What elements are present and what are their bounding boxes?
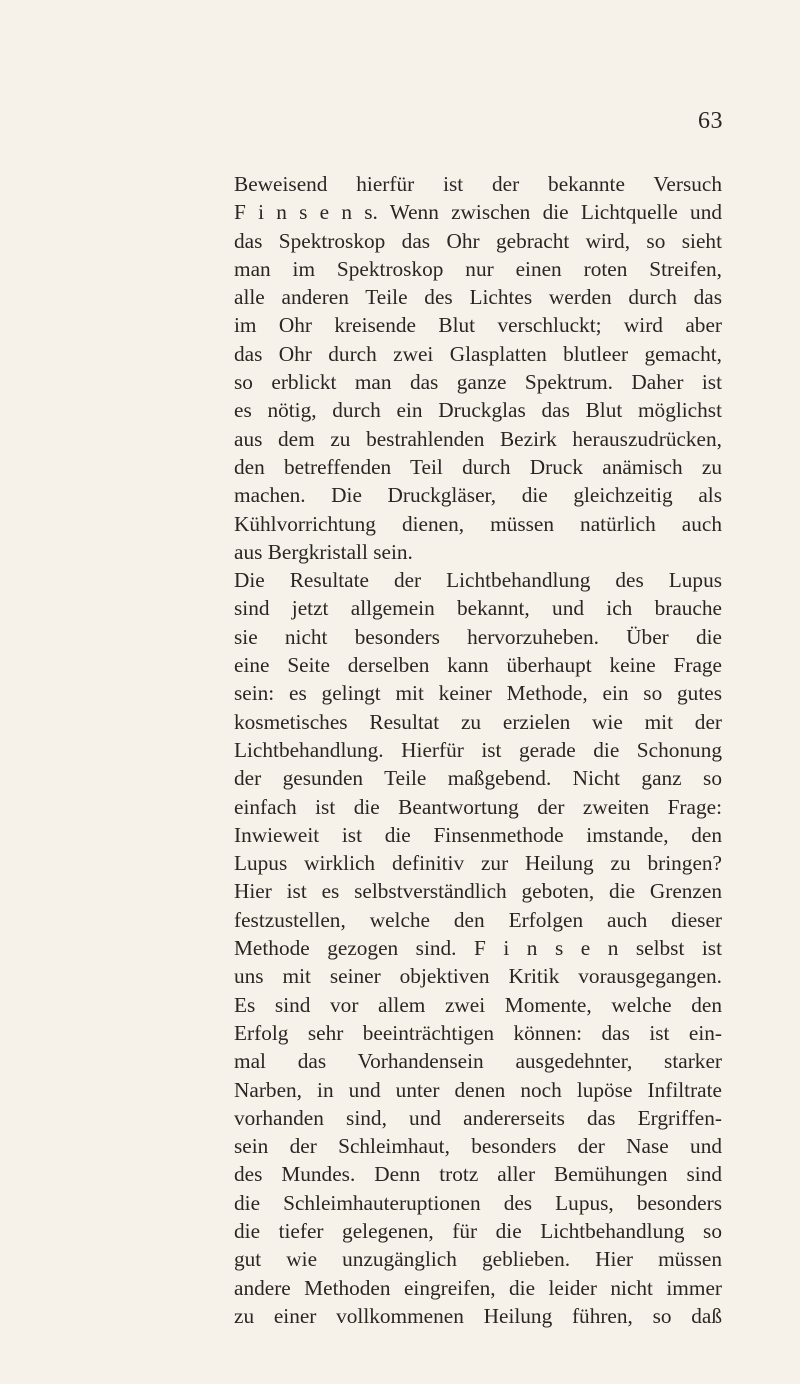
body-text: [234, 170, 722, 1330]
text-line: festzustellen, welche den Erfolgen auch dieser: [234, 907, 722, 932]
text-line: Hier ist es selbstverständlich geboten, die Grenzen: [234, 879, 722, 904]
text-line: gut wie unzugänglich geblieben. Hier müssen: [234, 1247, 722, 1272]
text-line: der gesunden Teile maßgebend. Nicht ganz so: [234, 766, 722, 791]
text-line: eine Seite derselben kann überhaupt keine Frage: [234, 653, 722, 678]
text-line: die Schleimhauteruptionen des Lupus, besonders: [234, 1190, 722, 1215]
text-line: Erfolg sehr beeinträchtigen können: das ist ein-: [234, 1020, 722, 1045]
text-line: des Mundes. Denn trotz aller Bemühungen sind: [234, 1162, 722, 1187]
text-line: sein: es gelingt mit keiner Methode, ein so gutes: [234, 681, 722, 706]
text-line: andere Methoden eingreifen, die leider nicht immer: [234, 1275, 722, 1300]
page-number: 63: [698, 108, 723, 134]
text-line: kosmetisches Resultat zu erzielen wie mit der: [234, 709, 722, 734]
text-line: den betreffenden Teil durch Druck anämisch zu: [234, 454, 722, 479]
text-line: zu einer vollkommenen Heilung führen, so daß: [234, 1303, 722, 1328]
text-line: Beweisend hierfür ist der bekannte Versuch: [234, 172, 722, 196]
text-line: Inwieweit ist die Finsenmethode imstande, den: [234, 822, 722, 847]
text-line: machen. Die Druckgläser, die gleichzeitig als: [234, 483, 722, 508]
text-line: es nötig, durch ein Druckglas das Blut möglichst: [234, 398, 722, 423]
text-line: aus Bergkristall sein.: [234, 539, 413, 564]
text-line: sie nicht besonders hervorzuheben. Über die: [234, 624, 722, 649]
text-line: Es sind vor allem zwei Momente, welche den: [234, 992, 722, 1017]
text-line: uns mit seiner objektiven Kritik vorausgegangen.: [234, 964, 722, 989]
text-line: Lupus wirklich definitiv zur Heilung zu bringen?: [234, 851, 722, 876]
text-line: Narben, in und unter denen noch lupöse Infiltrate: [234, 1077, 722, 1102]
text-line: die tiefer gelegenen, für die Lichtbehandlung so: [234, 1218, 722, 1243]
text-line: sind jetzt allgemein bekannt, und ich brauche: [234, 596, 722, 621]
text-line: Kühlvorrichtung dienen, müssen natürlich auch: [234, 511, 722, 536]
text-line: man im Spektroskop nur einen roten Streifen,: [234, 256, 722, 281]
text-line: so erblickt man das ganze Spektrum. Daher ist: [234, 370, 722, 395]
text-line: sein der Schleimhaut, besonders der Nase und: [234, 1134, 722, 1159]
text-line: Die Resultate der Lichtbehandlung des Lupus: [234, 568, 722, 593]
text-line: Lichtbehandlung. Hierfür ist gerade die Schonung: [234, 737, 722, 762]
text-line: alle anderen Teile des Lichtes werden durch das: [234, 285, 722, 310]
text-line: vorhanden sind, und andererseits das Ergriffen-: [234, 1105, 722, 1130]
text-line: einfach ist die Beantwortung der zweiten Frage:: [234, 794, 722, 819]
text-line: F i n s e n s. Wenn zwischen die Lichtquelle und: [234, 200, 722, 225]
text-line: das Spektroskop das Ohr gebracht wird, so sieht: [234, 228, 722, 253]
text-line: aus dem zu bestrahlenden Bezirk herauszudrücken,: [234, 426, 722, 451]
text-line: Methode gezogen sind. F i n s e n selbst ist: [234, 936, 722, 961]
text-line: das Ohr durch zwei Glasplatten blutleer gemacht,: [234, 341, 722, 366]
text-line: mal das Vorhandensein ausgedehnter, starker: [234, 1049, 722, 1074]
text-line: im Ohr kreisende Blut verschluckt; wird aber: [234, 313, 722, 338]
